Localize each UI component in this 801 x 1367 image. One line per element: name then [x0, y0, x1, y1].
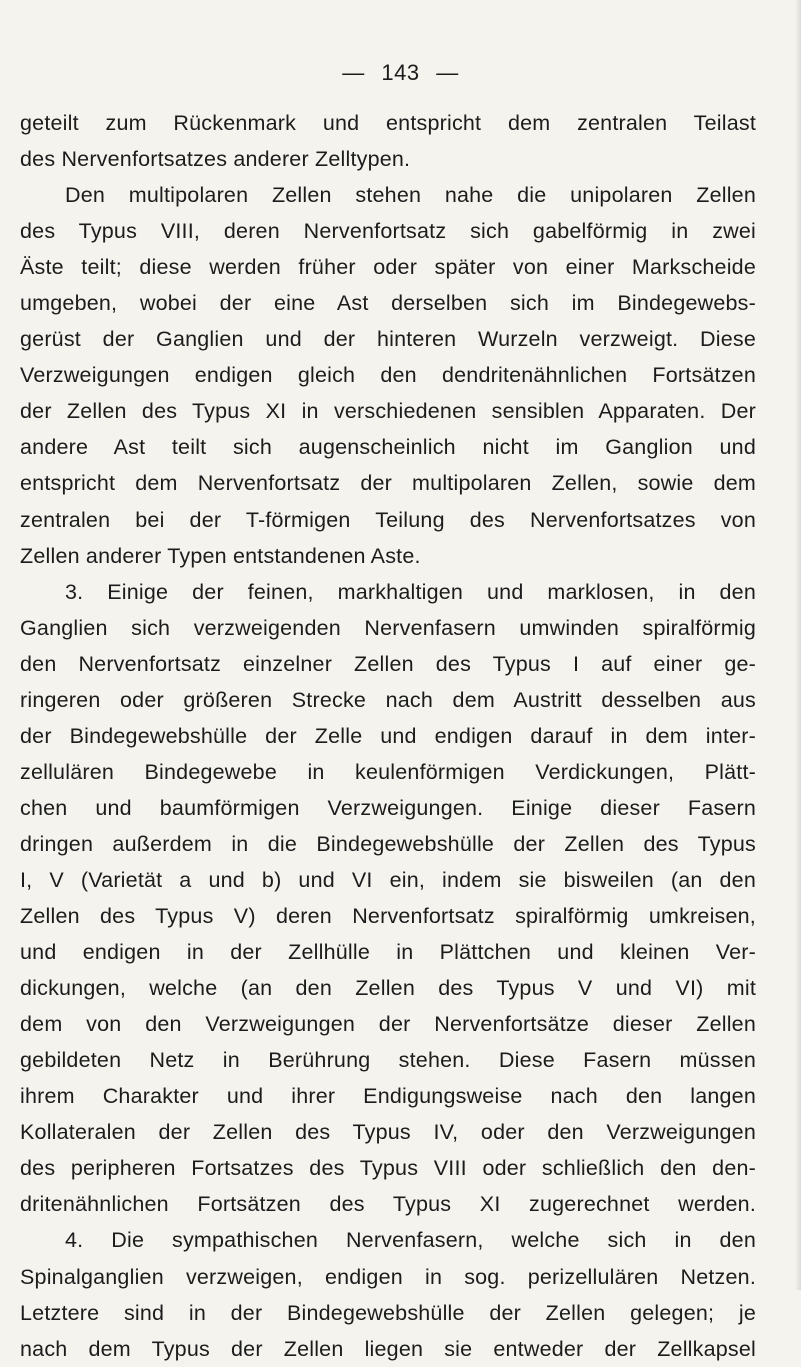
text-line: Letztere sind in der Bindegewebshülle der Zellen gelegen; je	[20, 1300, 756, 1325]
text-line: Kollateralen der Zellen des Typus IV, oder den Verzweigungen	[20, 1120, 756, 1145]
text-line: geteilt zum Rückenmark und entspricht dem zentralen Teilast	[20, 111, 756, 135]
text-line: und endigen in der Zellhülle in Plättchen und kleinen Ver-	[20, 940, 756, 965]
header-dash-left: —	[342, 60, 365, 85]
text-line: chen und baumförmigen Verzweigungen. Einige dieser Fasern	[20, 795, 756, 820]
text-line: zentralen bei der T-förmigen Teilung des Nervenfortsatzes von	[20, 507, 756, 532]
text-line: Den multipolaren Zellen stehen nahe die unipolaren Zellen	[65, 183, 756, 208]
body-text	[20, 105, 756, 1367]
text-line: dringen außerdem in die Bindegewebshülle der Zellen des Typus	[20, 831, 756, 856]
text-line: dem von den Verzweigungen der Nervenfortsätze dieser Zellen	[20, 1012, 756, 1037]
text-line: 3. Einige der feinen, markhaltigen und marklosen, in den	[65, 579, 756, 604]
text-line: gerüst der Ganglien und der hinteren Wurzeln verzweigt. Diese	[20, 327, 756, 352]
text-line: andere Ast teilt sich augenscheinlich nicht im Ganglion und	[20, 435, 756, 460]
text-line: der Bindegewebshülle der Zelle und endigen darauf in dem inter-	[20, 723, 756, 748]
text-line: Zellen anderer Typen entstandenen Aste.	[20, 543, 421, 568]
text-line: nach dem Typus der Zellen liegen sie entweder der Zellkapsel	[20, 1336, 756, 1361]
page-header	[0, 60, 801, 86]
text-line: dickungen, welche (an den Zellen des Typus V und VI) mit	[20, 976, 756, 1001]
text-line: I, V (Varietät a und b) und VI ein, indem sie bisweilen (an den	[20, 867, 756, 892]
text-line: Zellen des Typus V) deren Nervenfortsatz spiralförmig umkreisen,	[20, 904, 756, 929]
text-line: umgeben, wobei der eine Ast derselben sich im Bindegewebs-	[20, 291, 756, 316]
text-line: des Typus VIII, deren Nervenfortsatz sich gabelförmig in zwei	[20, 219, 756, 244]
text-line: Spinalganglien verzweigen, endigen in sog. perizellulären Netzen.	[20, 1264, 756, 1289]
header-dash-right: —	[436, 60, 459, 85]
text-line: 4. Die sympathischen Nervenfasern, welche sich in den	[65, 1228, 756, 1253]
text-line: Verzweigungen endigen gleich den dendritenähnlichen Fortsätzen	[20, 363, 756, 388]
text-line: zellulären Bindegewebe in keulenförmigen Verdickungen, Plätt-	[20, 759, 756, 784]
text-line: Ganglien sich verzweigenden Nervenfasern umwinden spiralförmig	[20, 615, 756, 640]
page-number: 143	[381, 60, 420, 85]
text-line: ihrem Charakter und ihrer Endigungsweise nach den langen	[20, 1084, 756, 1109]
text-line: den Nervenfortsatz einzelner Zellen des Typus I auf einer ge-	[20, 651, 756, 676]
text-line: gebildeten Netz in Berührung stehen. Diese Fasern müssen	[20, 1048, 756, 1073]
text-line: des Nervenfortsatzes anderer Zelltypen.	[20, 147, 411, 172]
text-line: des peripheren Fortsatzes des Typus VIII oder schließlich den den-	[20, 1156, 756, 1181]
text-line: entspricht dem Nervenfortsatz der multipolaren Zellen, sowie dem	[20, 471, 756, 496]
page-edge-shadow	[795, 0, 801, 1290]
text-line: ringeren oder größeren Strecke nach dem Austritt desselben aus	[20, 687, 756, 712]
text-line: dritenähnlichen Fortsätzen des Typus XI zugerechnet werden.	[20, 1192, 756, 1217]
text-line: der Zellen des Typus XI in verschiedenen sensiblen Apparaten. Der	[20, 399, 756, 424]
text-line: Äste teilt; diese werden früher oder später von einer Markscheide	[20, 255, 756, 280]
